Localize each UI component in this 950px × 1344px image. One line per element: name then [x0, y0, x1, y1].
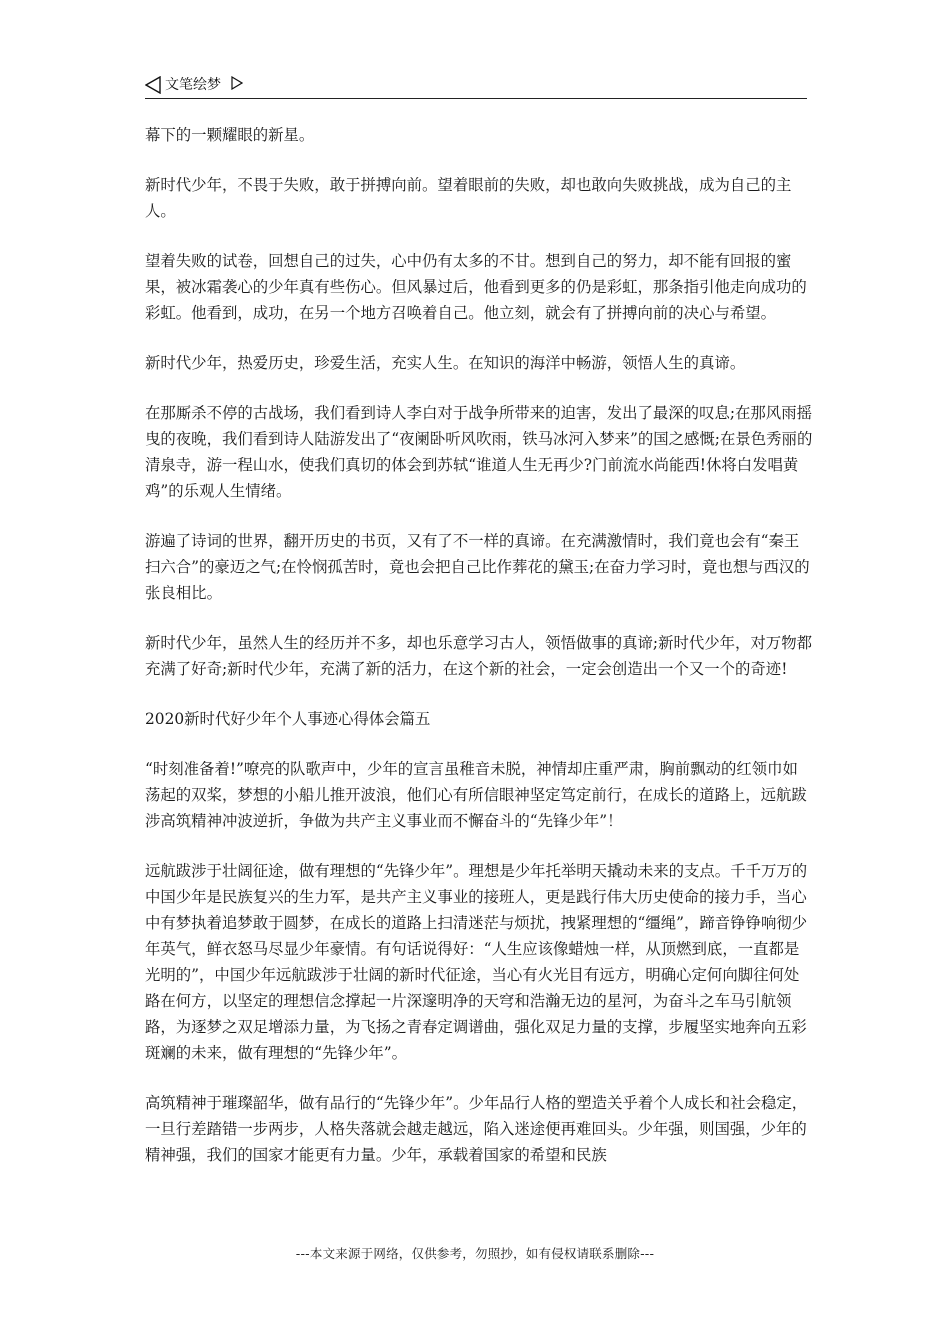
brand-name: 文笔绘梦 [165, 77, 221, 93]
paragraph: 望着失败的试卷，回想自己的过失，心中仍有太多的不甘。想到自己的努力，却不能有回报的蜜果，被冰霜袭心的少年真有些伤心。但风暴过后，他看到更多的仍是彩虹，那条指引他走向成功的彩虹。他看到，成功，在另一个地方召唤着自己。他立刻，就会有了拼搏向前的决心与希望。 [145, 252, 807, 322]
paragraph: 新时代少年，不畏于失败，敢于拼搏向前。望着眼前的失败，却也敢向失败挑战，成为自己的主人。 [145, 176, 792, 220]
paragraph: 游遍了诗词的世界，翻开历史的书页，又有了不一样的真谛。在充满激情时，我们竟也会有“秦王扫六合”的豪迈之气;在怜悯孤苦时，竟也会把自己比作葬花的黛玉;在奋力学习时，竟也想与西汉的张良相比。 [145, 532, 810, 602]
triangle-right-icon [231, 76, 243, 90]
section-heading: 2020新时代好少年个人事迹心得体会篇五 [145, 710, 431, 728]
page-header [145, 72, 807, 99]
paragraph: 在那厮杀不停的古战场，我们看到诗人李白对于战争所带来的迫害，发出了最深的叹息;在那风雨摇曳的夜晚，我们看到诗人陆游发出了“夜阑卧听风吹雨，铁马冰河入梦来”的国之感慨;在景色秀丽的清泉寺，游一程山水，使我们真切的体会到苏轼“谁道人生无再少?门前流水尚能西!休将白发唱黄鸡”的乐观人生情绪。 [145, 404, 813, 500]
paragraph: 新时代少年，虽然人生的经历并不多，却也乐意学习古人，领悟做事的真谛;新时代少年，对万物都充满了好奇;新时代少年，充满了新的活力，在这个新的社会，一定会创造出一个又一个的奇迹! [145, 634, 812, 678]
paragraph: 高筑精神于璀璨韶华，做有品行的“先锋少年”。少年品行人格的塑造关乎着个人成长和社会稳定，一旦行差踏错一步两步，人格失落就会越走越远，陷入迷途便再难回头。少年强，则国强，少年的精神强，我们的国家才能更有力量。少年，承载着国家的希望和民族 [145, 1094, 808, 1164]
footer-disclaimer: ---本文来源于网络，仅供参考，勿照抄，如有侵权请联系删除--- [295, 1246, 655, 1261]
document-body [145, 122, 813, 1192]
paragraph: 远航跋涉于壮阔征途，做有理想的“先锋少年”。理想是少年托举明天撬动未来的支点。千千万万的中国少年是民族复兴的生力军，是共产主义事业的接班人，更是践行伟大历史使命的接力手，当心中有梦执着追梦敢于圆梦，在成长的道路上扫清迷茫与烦扰，拽紧理想的“缰绳”，蹄音铮铮响彻少年英气，鲜衣怒马尽显少年豪情。有句话说得好：“人生应该像蜡烛一样，从顶燃到底，一直都是光明的”，中国少年远航跋涉于壮阔的新时代征途，当心有火光目有远方，明确心定何向脚往何处路在何方，以坚定的理想信念撑起一片深邃明净的天穹和浩瀚无边的星河，为奋斗之车马引航领路，为逐梦之双足增添力量，为飞扬之青春定调谱曲，强化双足力量的支撑，步履坚实地奔向五彩斑斓的未来，做有理想的“先锋少年”。 [145, 862, 808, 1062]
paragraph: “时刻准备着!”嘹亮的队歌声中，少年的宣言虽稚音未脱，神情却庄重严肃，胸前飘动的红领巾如荡起的双桨，梦想的小船儿推开波浪，他们心有所信眼神坚定笃定前行，在成长的道路上，远航跋涉高筑精神冲波逆折，争做为共产主义事业而不懈奋斗的“先锋少年”！ [145, 760, 807, 830]
triangle-left-icon [145, 76, 161, 94]
paragraph: 幕下的一颗耀眼的新星。 [145, 126, 315, 144]
paragraph: 新时代少年，热爱历史，珍爱生活，充实人生。在知识的海洋中畅游，领悟人生的真谛。 [145, 354, 746, 372]
